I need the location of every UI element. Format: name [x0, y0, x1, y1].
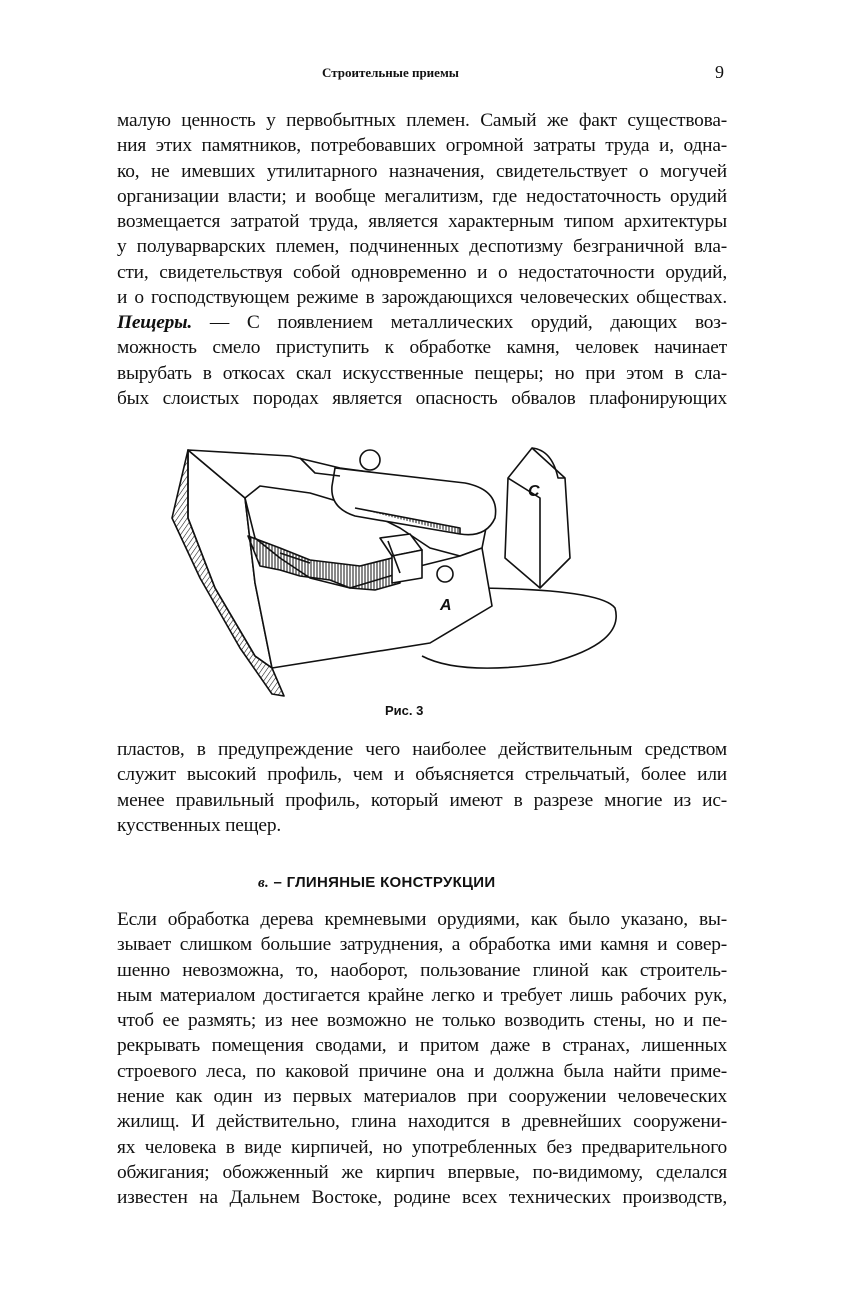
- paragraph-caves-continued: [117, 737, 727, 838]
- text-line: менее правильный профиль, который имеют в разрезе многие из ис-: [117, 789, 727, 811]
- text-line: зывает слишком большие затруднения, а обработка ими камня и совер-: [117, 934, 727, 956]
- text-line: служит высокий профиль, чем и объясняется стрельчатый, более или: [117, 764, 727, 786]
- text-line: обжигания; обожженный же кирпич впервые, по-видимому, сделался: [117, 1161, 727, 1183]
- text-line: ным материалом достигается крайне легко и требует лишь рабочих рук,: [117, 984, 727, 1006]
- run-in-heading: Пещеры.: [117, 312, 193, 333]
- page-number: 9: [715, 62, 724, 82]
- running-header: [0, 62, 844, 86]
- text-line: у полуварварских племен, подчиненных деспотизму безграничной вла-: [117, 236, 727, 258]
- text-line: возмещается затратой труда, является характерным типом архитектуры: [117, 211, 727, 233]
- text-line: чтоб ее размять; из нее возможно не только возводить стены, но и пе-: [117, 1010, 727, 1032]
- paragraph-clay-constructions: [117, 907, 727, 1211]
- text-line: известен на Дальнем Востоке, родине всех технических производств,: [117, 1187, 727, 1209]
- section-heading: [258, 874, 495, 892]
- text-line: и о господствующем режиме в зарождающихся человеческих обществах.: [117, 287, 727, 309]
- text-line: рекрывать помещения сводами, и притом даже в странах, лишенных: [117, 1035, 727, 1057]
- text-run: — С появлением металлических орудий, дающих воз-: [192, 312, 727, 333]
- figure-label-a: A: [440, 597, 452, 614]
- section-number: в.: [258, 875, 270, 891]
- text-line: ко, не имевших утилитарного назначения, свидетельствует о могучей: [117, 160, 727, 182]
- text-line: пластов, в предупреждение чего наиболее действительным средством: [117, 739, 727, 760]
- text-line: строевого леса, по каковой причине она и должна была найти приме-: [117, 1060, 727, 1082]
- text-line: нение как один из первых материалов при сооружении человеческих: [117, 1086, 727, 1108]
- paragraph-caves: [117, 310, 727, 411]
- text-line: [117, 310, 727, 335]
- figure-illustration: [160, 438, 630, 698]
- text-line: Если обработка дерева кремневыми орудиями, как было указано, вы-: [117, 909, 727, 930]
- section-title: – ГЛИНЯНЫЕ КОНСТРУКЦИИ: [269, 874, 496, 891]
- text-line: бых слоистых породах является опасность обвалов плафонирующих: [117, 387, 727, 409]
- text-line: вырубать в откосах скал искусственные пещеры; но при этом в сла-: [117, 362, 727, 384]
- figure-caption: Рис. 3: [385, 703, 424, 718]
- paragraph-megalithism: [117, 108, 727, 310]
- text-line: кусственных пещер.: [117, 814, 281, 836]
- text-line: можность смело приступить к обработке камня, человек начинает: [117, 337, 727, 359]
- running-title: Строительные приемы: [322, 65, 459, 80]
- text-line: организации власти; и вообще мегалитизм, где недостаточность орудий: [117, 185, 727, 207]
- text-line: ния этих памятников, потребовавших огромной затраты труда и, одна-: [117, 135, 727, 157]
- text-line: жилищ. И действительно, глина находится в древнейших сооружени-: [117, 1111, 727, 1133]
- text-line: шенно невозможна, то, наоборот, пользование глиной как строитель-: [117, 959, 727, 981]
- text-line: ях человека в виде кирпичей, но употребленных без предварительного: [117, 1136, 727, 1158]
- text-line: малую ценность у первобытных племен. Самый же факт существова-: [117, 110, 727, 131]
- text-line: сти, свидетельствуя собой одновременно и о недостаточности орудий,: [117, 261, 727, 283]
- figure-label-c: C: [528, 483, 540, 500]
